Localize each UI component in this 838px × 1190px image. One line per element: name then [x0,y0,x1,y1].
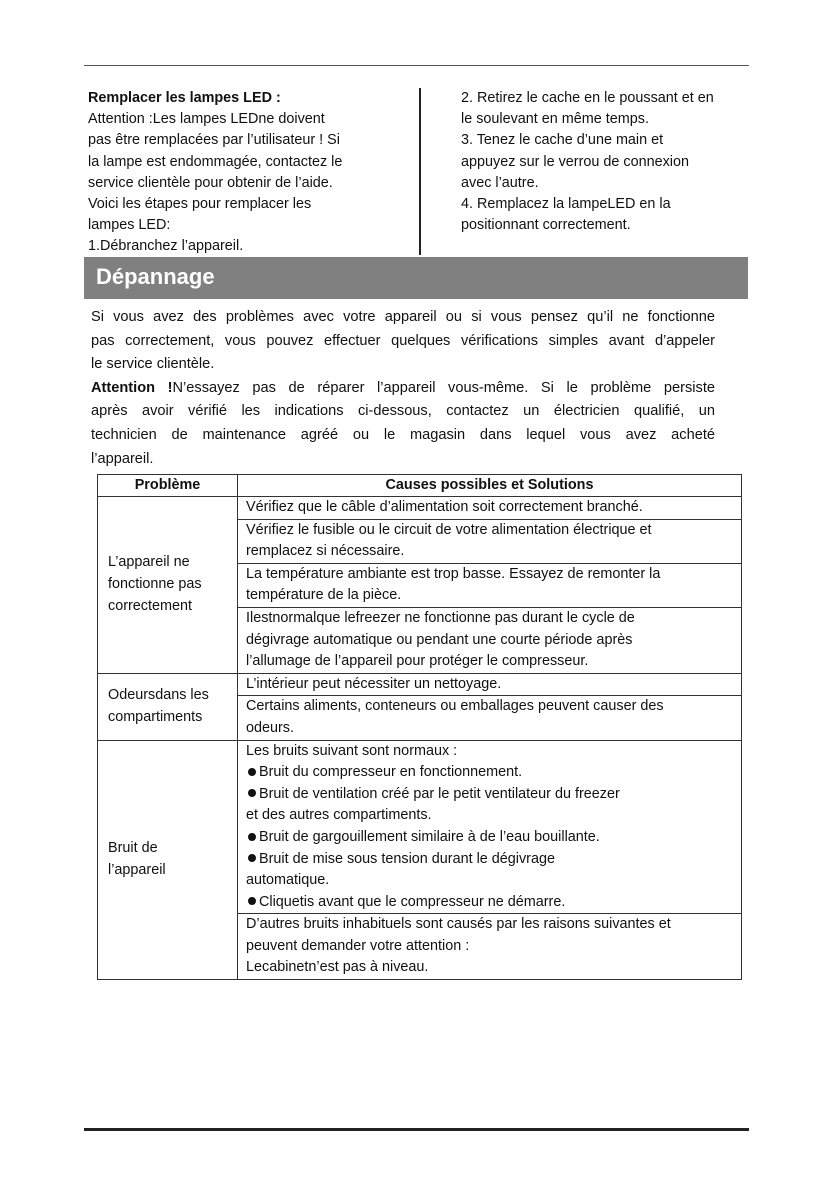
led-step-line: 2. Retirez le cache en le poussant et en [461,90,714,106]
bullet-icon [248,789,256,797]
warning-line: après avoir vérifié les indications ci-dessous, contactez un électricien qualifié, un [91,403,715,420]
led-text-line: service clientèle pour obtenir de l’aide. [88,174,333,191]
warning-text: N’essayez pas de réparer l’appareil vous-même. Si le problème persiste [172,379,715,396]
led-step-line: appuyez sur le verrou de connexion [461,153,689,170]
bullet-icon [248,833,256,841]
solution-cell [238,740,742,914]
led-step-line: 3. Tenez le cache d’une main et [461,132,664,149]
solution-line: remplacez si nécessaire. [246,543,405,560]
problem-cell [98,673,238,740]
led-right-column [461,88,751,236]
led-text-line: 1.Débranchez l’appareil. [88,238,244,255]
problem-cell [98,497,238,674]
bullet-icon [248,854,256,862]
solution-line: peuvent demander votre attention : [246,937,470,954]
solution-line: odeurs. [246,719,294,736]
problem-line: L’appareil ne [108,554,190,571]
problem-line: fonctionne pas [108,576,202,593]
warning-line: l’appareil. [91,450,154,467]
solution-line: Ilestnormalque lefreezer ne fonctionne pas durant le cycle de [246,609,635,626]
troubleshooting-table [97,474,742,980]
intro-line: le service clientèle. [91,356,215,373]
solution-line: Les bruits suivant sont normaux : [246,742,458,759]
solution-line: température de la pièce. [246,587,402,604]
problem-line: compartiments [108,708,203,725]
solution-line: D’autres bruits inhabituels sont causés par les raisons suivantes et [246,916,671,933]
led-text-line: lampes LED: [88,217,171,234]
solution-cell [238,519,742,563]
problem-line: l’appareil [108,861,166,878]
solution-line: Bruit de gargouillement similaire à de l’eau bouillante. [246,827,733,849]
header-problem: Problème [98,475,238,497]
warning-line: technicien de maintenance agréé ou le magasin dans lequel vous avez acheté [91,426,715,443]
led-step-line: avec l’autre. [461,174,539,191]
solution-line: Vérifiez le fusible ou le circuit de votre alimentation électrique et [246,521,652,538]
solution-cell [238,607,742,673]
solution-line: et des autres compartiments. [246,807,432,824]
solution-cell [238,696,742,740]
bottom-rule [84,1128,749,1131]
solution-line: L’intérieur peut nécessiter un nettoyage. [246,675,502,692]
problem-line: Odeursdans les [108,687,209,704]
led-text-line: Attention :Les lampes LEDne doivent [88,111,325,128]
solution-cell [238,914,742,980]
section-title-banner: Dépannage [84,257,748,299]
solution-line: Bruit de mise sous tension durant le dégivrage [246,849,733,871]
problem-cell [98,740,238,980]
led-step-line: positionnant correctement. [461,217,631,234]
table-row [98,673,742,696]
intro-line: Si vous avez des problèmes avec votre appareil ou si vous pensez qu’il ne fonctionne [91,309,715,325]
table-header-row [98,475,742,497]
solution-line: l’allumage de l’appareil pour protéger le compresseur. [246,653,589,670]
solution-line: Cliquetis avant que le compresseur ne démarre. [246,892,733,914]
solution-line: Bruit du compresseur en fonctionnement. [246,762,733,784]
solution-line: Vérifiez que le câble d’alimentation soit correctement branché. [246,499,643,515]
table-body [98,497,742,980]
solution-line: automatique. [246,872,330,889]
top-rule [84,65,749,66]
table-row [98,497,742,520]
led-left-column [88,88,416,258]
led-step-line: 4. Remplacez la lampeLED en la [461,196,671,213]
intro-line: pas correctement, vous pouvez effectuer quelques vérifications simples avant d’appeler [91,332,715,349]
solution-line: dégivrage automatique ou pendant une courte période après [246,631,633,648]
intro-text [91,306,715,471]
problem-line: correctement [108,597,192,614]
solution-line: Lecabinetn’est pas à niveau. [246,959,429,976]
led-text-line: Voici les étapes pour remplacer les [88,196,312,213]
led-heading: Remplacer les lampes LED : [88,90,281,106]
led-text-line: la lampe est endommagée, contactez le [88,153,343,170]
solution-line: Bruit de ventilation créé par le petit ventilateur du freezer [246,784,733,806]
solution-cell [238,497,742,520]
problem-line: Bruit de [108,840,158,857]
solution-cell [238,673,742,696]
solution-line: La température ambiante est trop basse. Essayez de remonter la [246,565,661,582]
bullet-icon [248,897,256,905]
header-solutions: Causes possibles et Solutions [238,475,742,497]
warning-label: Attention ! [91,379,173,396]
led-text-line: pas être remplacées par l’utilisateur ! Si [88,132,340,149]
warning-line [91,377,715,401]
column-divider [419,88,421,255]
table-row [98,740,742,914]
led-step-line: le soulevant en même temps. [461,111,649,128]
solution-line: Certains aliments, conteneurs ou emballages peuvent causer des [246,698,664,715]
solution-cell [238,563,742,607]
bullet-icon [248,768,256,776]
